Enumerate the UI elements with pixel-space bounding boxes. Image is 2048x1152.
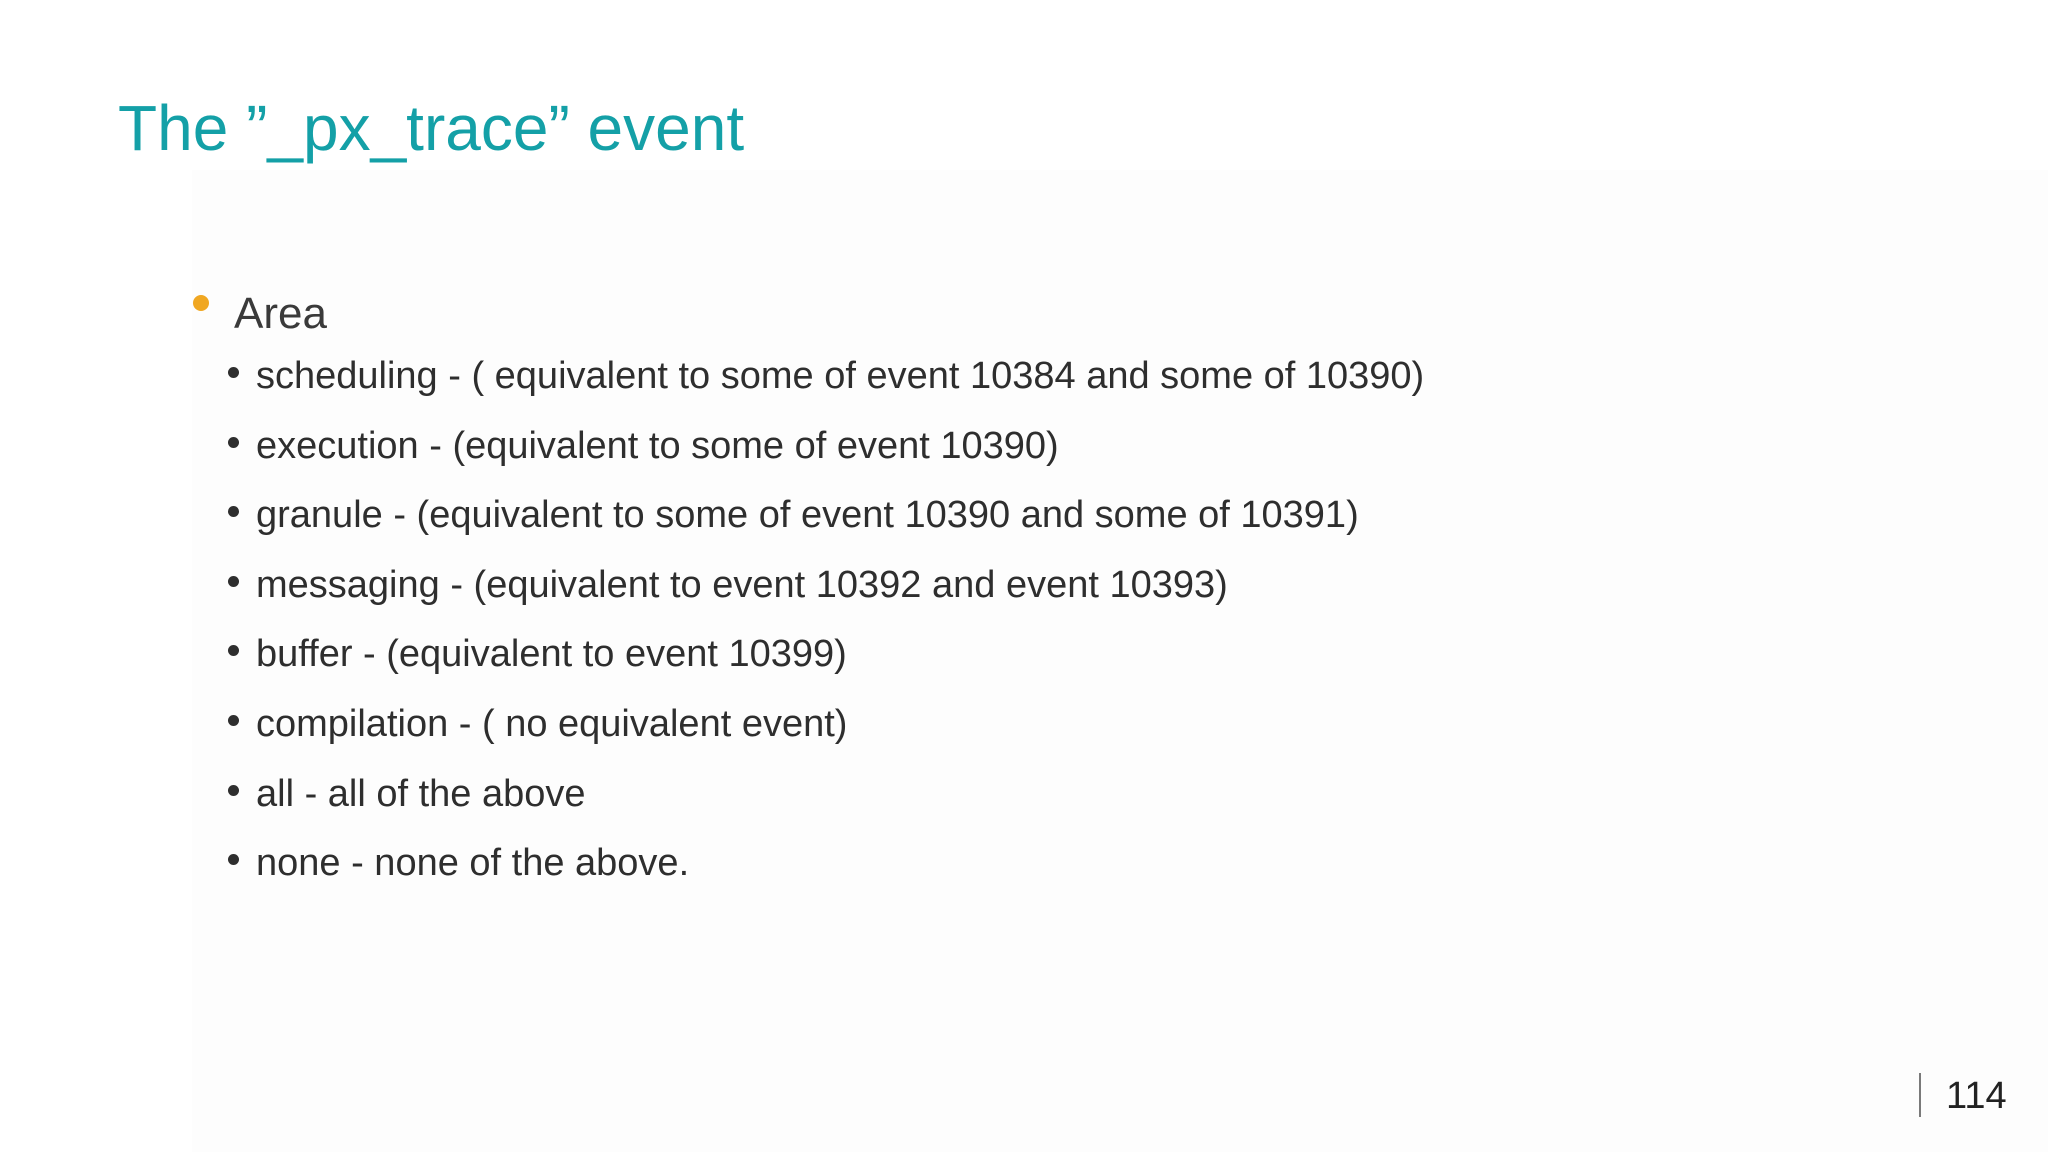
sub-bullet-text: buffer - (equivalent to event 10399) — [256, 633, 847, 676]
sub-bullet-dot-icon — [228, 785, 239, 796]
sub-bullet-dot-icon — [228, 367, 239, 378]
slide-title: The ”_px_trace” event — [118, 92, 745, 164]
bullet-dot-icon — [193, 295, 209, 311]
sub-bullet-text: none - none of the above. — [256, 842, 690, 885]
sub-bullet-dot-icon — [228, 645, 239, 656]
sub-bullet-item — [224, 487, 1424, 557]
sub-bullet-item — [224, 696, 1424, 766]
sub-bullet-dot-icon — [228, 437, 239, 448]
sub-bullet-text: execution - (equivalent to some of event 10390) — [256, 424, 1059, 467]
bullet-area — [190, 282, 1424, 905]
sub-bullet-item — [224, 418, 1424, 488]
sub-bullet-text: granule - (equivalent to some of event 10390 and some of 10391) — [256, 494, 1359, 537]
sub-bullet-item — [224, 348, 1424, 418]
sub-bullet-dot-icon — [228, 576, 239, 587]
sub-bullet-text: all - all of the above — [256, 772, 586, 815]
bullet-list — [190, 282, 1424, 905]
sub-bullet-item — [224, 626, 1424, 696]
page-number: 114 — [1946, 1075, 2007, 1117]
sub-bullet-item — [224, 835, 1424, 905]
sub-bullet-text: messaging - (equivalent to event 10392 and event 10393) — [256, 563, 1228, 606]
sub-bullet-list — [224, 348, 1424, 905]
sub-bullet-text: compilation - ( no equivalent event) — [256, 702, 848, 745]
sub-bullet-dot-icon — [228, 506, 239, 517]
bullet-label: Area — [234, 289, 327, 338]
sub-bullet-item — [224, 766, 1424, 836]
sub-bullet-dot-icon — [228, 854, 239, 865]
sub-bullet-dot-icon — [228, 715, 239, 726]
sub-bullet-item — [224, 557, 1424, 627]
sub-bullet-text: scheduling - ( equivalent to some of event 10384 and some of 10390) — [256, 355, 1425, 397]
page-number-divider — [1919, 1073, 1921, 1117]
